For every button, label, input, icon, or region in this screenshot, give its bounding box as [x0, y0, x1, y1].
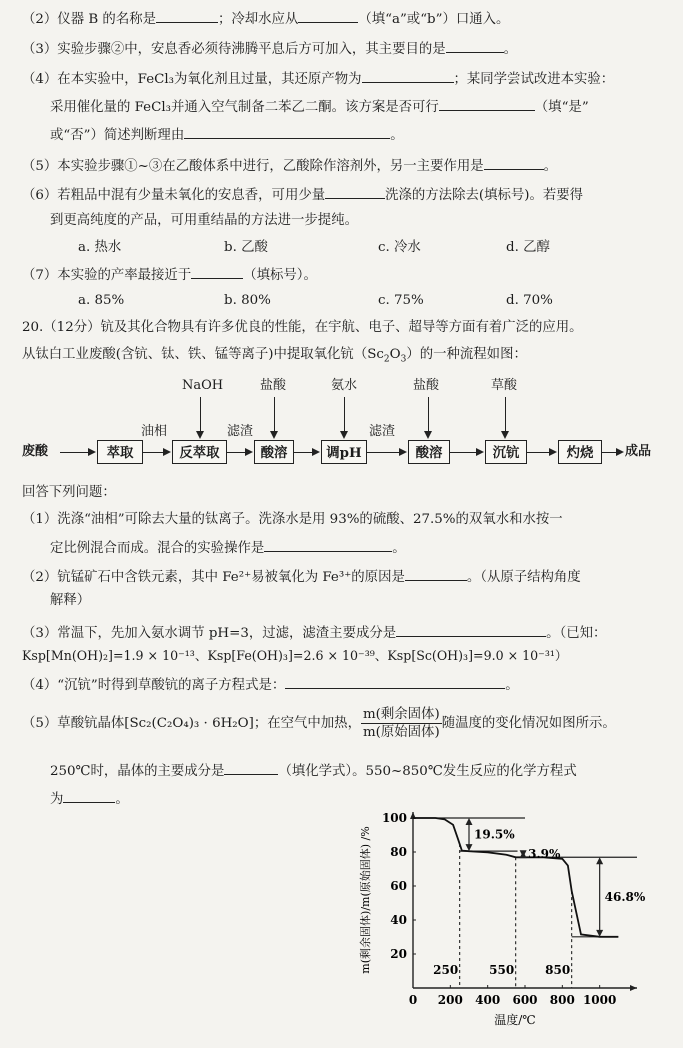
- flow-arrow: [344, 397, 345, 431]
- blank: [298, 8, 358, 23]
- q20-5-text-a: （5）草酸钪晶体[Sc₂(C₂O₄)₃ · 6H₂O]；在空气中加热，: [22, 716, 361, 731]
- q19-item-6-line2: 到更高纯度的产品，可用重结晶的方法进一步提纯。: [50, 213, 358, 228]
- q20-item-5-line2: [50, 760, 577, 782]
- x-tick-label: 800: [549, 993, 575, 1007]
- q19-3-text-a: （3）实验步骤②中，安息香必须待沸腾平息后方可加入，其主要目的是: [22, 42, 446, 57]
- q19-6-text-b: 洗涤的方法除去(填标号)。若要得: [385, 188, 584, 203]
- blank: [396, 622, 546, 637]
- q19-2-text-c: （填“a”或“b”）口通入。: [358, 12, 510, 27]
- annotation-label: 19.5%: [474, 827, 515, 842]
- q19-item-4-line3: [50, 124, 404, 146]
- flow-box-acid-dissolve-2: 酸溶: [408, 440, 450, 464]
- q20-intro-line1: 20.（12分）钪及其化合物具有许多优良的性能，在宇航、电子、超导等方面有着广泛的应用。: [22, 320, 583, 335]
- blank: [362, 68, 454, 83]
- q19-item-4-line1: [22, 68, 614, 90]
- q20-item-1-line2: [50, 537, 406, 559]
- mass-ratio-fraction: [361, 706, 442, 741]
- flow-arrowhead: [340, 431, 348, 439]
- q19-item-3: [22, 38, 517, 60]
- flow-box-adjust-ph: 调pH: [321, 440, 367, 464]
- flow-reagent-ammonia: 氨水: [331, 378, 358, 393]
- q19-6-option-d: d. 乙醇: [506, 240, 550, 255]
- blank: [156, 8, 218, 23]
- q20-item-4: [22, 674, 519, 696]
- flow-arrowhead: [270, 431, 278, 439]
- flow-arrowhead: [616, 448, 624, 456]
- y-axis-label: m(剩余固体)/m(原始固体) /%: [359, 826, 372, 974]
- dashed-marker-label: 850: [545, 963, 571, 977]
- blank: [184, 124, 390, 139]
- flow-arrowhead: [312, 448, 320, 456]
- flow-arrow: [227, 452, 247, 453]
- blank: [264, 537, 392, 552]
- x-tick-label: 600: [512, 993, 538, 1007]
- blank: [325, 184, 385, 199]
- flow-reagent-oxalic-acid: 草酸: [491, 378, 518, 393]
- q19-4-text-f: 。: [390, 128, 404, 143]
- flow-link-residue-2: 滤渣: [369, 424, 396, 439]
- blank: [224, 760, 278, 775]
- flow-end-label: 成品: [625, 444, 652, 459]
- annotation-label: 46.8%: [604, 890, 645, 905]
- flow-arrow: [200, 397, 201, 431]
- q19-6-text-a: （6）若粗品中混有少量未氧化的安息香，可用少量: [22, 188, 326, 203]
- q20-5-text-c: 250℃时，晶体的主要成分是: [50, 764, 225, 779]
- q19-7-text-b: （填标号）。: [243, 268, 317, 283]
- flow-arrowhead: [196, 431, 204, 439]
- q19-2-text-a: （2）仪器 B 的名称是: [22, 12, 156, 27]
- y-tick-label: 80: [390, 845, 407, 859]
- flow-arrowhead: [399, 448, 407, 456]
- flow-box-extraction: 萃取: [97, 440, 143, 464]
- q19-7-option-d: d. 70%: [506, 293, 553, 308]
- q19-2-text-b: ；冷却水应从: [218, 12, 299, 27]
- thermogravimetric-chart: [355, 800, 645, 1040]
- q19-6-option-a: a. 热水: [78, 240, 122, 255]
- q20-5-text-d: （填化学式）。550~850℃发生反应的化学方程式: [278, 764, 577, 779]
- blank: [285, 674, 505, 689]
- flow-box-precipitate-sc: 沉钪: [485, 440, 527, 464]
- y-tick-label: 20: [390, 947, 407, 961]
- x-tick-label: 1000: [582, 993, 617, 1007]
- q20-4-text-a: （4）“沉钪”时得到草酸钪的离子方程式是：: [22, 678, 286, 693]
- flow-reagent-naoh: NaOH: [182, 378, 224, 393]
- q19-7-option-a: a. 85%: [78, 293, 125, 308]
- q19-7-text-a: （7）本实验的产率最接近于: [22, 268, 192, 283]
- q19-6-option-b: b. 乙酸: [224, 240, 268, 255]
- flow-arrowhead: [424, 431, 432, 439]
- answer-header: 回答下列问题：: [22, 485, 116, 500]
- dashed-marker-label: 550: [489, 963, 515, 977]
- flow-arrow: [428, 397, 429, 431]
- q20-1-text-b: 。: [392, 541, 406, 556]
- q20-item-3-line1: [22, 622, 606, 644]
- flow-arrowhead: [163, 448, 171, 456]
- q19-item-6-line1: [22, 184, 583, 206]
- q20-3-text-b: 。（已知：: [546, 626, 607, 641]
- q20-item-1-line1: （1）洗涤“油相”可除去大量的钛离子。洗涤水是用 93%的硫酸、27.5%的双氧水和水按一: [22, 512, 563, 527]
- flow-arrowhead: [245, 448, 253, 456]
- flow-arrow: [294, 452, 314, 453]
- q20-1-text-a: 定比例混合而成。混合的实验操作是: [50, 541, 265, 556]
- q20-intro-sub2: 3: [400, 354, 407, 365]
- q19-item-4-line2: [50, 96, 589, 118]
- y-tick-label: 100: [381, 811, 407, 825]
- flow-arrow: [505, 397, 506, 431]
- q19-5-text-b: 。: [543, 159, 558, 174]
- flow-arrowhead: [88, 448, 96, 456]
- blank: [446, 38, 504, 53]
- q20-5-text-b: 随温度的变化情况如图所示。: [441, 716, 616, 731]
- q20-item-2-line1: [22, 566, 581, 588]
- q20-5-text-e: 为: [50, 792, 64, 807]
- q19-6-option-c: c. 冷水: [378, 240, 421, 255]
- q19-item-5: [22, 155, 557, 177]
- x-tick-label: 200: [437, 993, 463, 1007]
- q20-4-text-b: 。: [505, 678, 519, 693]
- annotation-arrowhead: [596, 857, 603, 864]
- q20-intro-text-b: ）的一种流程如图：: [406, 347, 527, 362]
- q19-4-text-c: 采用催化量的 FeCl₃并通入空气制备二苯乙二酮。该方案是否可行: [50, 100, 439, 115]
- flow-arrow: [527, 452, 551, 453]
- flow-arrowhead: [476, 448, 484, 456]
- q19-4-text-a: （4）在本实验中，FeCl₃为氧化剂且过量，其还原产物为: [22, 72, 362, 87]
- q19-7-option-b: b. 80%: [224, 293, 271, 308]
- x-tick-label: 0: [408, 993, 418, 1007]
- flow-link-oil-phase: 油相: [141, 424, 168, 439]
- q20-item-5-line3: [50, 788, 129, 810]
- q19-item-7: [22, 264, 317, 286]
- fraction-numerator: m(剩余固体): [362, 707, 440, 722]
- q19-5-text-a: （5）本实验步骤①~③在乙酸体系中进行，乙酸除作溶剂外，另一主要作用是: [22, 159, 484, 174]
- q20-item-5-line1: [22, 700, 616, 748]
- q20-item-3-line2: Ksp[Mn(OH)₂]=1.9 × 10⁻¹³、Ksp[Fe(OH)₃]=2.6 × 10⁻³⁹、Ksp[Sc(OH)₃]=9.0 × 10⁻³¹）: [22, 648, 568, 663]
- flow-reagent-hcl-1: 盐酸: [260, 378, 287, 393]
- x-tick-label: 400: [475, 993, 501, 1007]
- q19-7-option-c: c. 75%: [378, 293, 424, 308]
- q20-intro-sub1: 2: [383, 354, 390, 365]
- x-axis-label: 温度/℃: [494, 1013, 536, 1027]
- blank: [405, 566, 467, 581]
- q20-5-text-f: 。: [115, 792, 129, 807]
- fraction-denominator: m(原始固体): [362, 725, 440, 740]
- q19-4-text-b: ；某同学尝试改进本实验：: [453, 72, 615, 87]
- q20-2-text-b: 。（从原子结构角度: [466, 570, 581, 585]
- annotation-label: 3.9%: [528, 847, 561, 862]
- dashed-marker-label: 250: [433, 963, 459, 977]
- flow-box-calcination: 灼烧: [558, 440, 602, 464]
- q20-2-text-a: （2）钪锰矿石中含铁元素，其中 Fe²⁺易被氧化为 Fe³⁺的原因是: [22, 570, 405, 585]
- q20-intro-text-a: 从钛白工业废酸(含钪、钛、铁、锰等离子)中提取氧化钪（Sc: [22, 347, 384, 362]
- flow-start-label: 废酸: [22, 444, 49, 459]
- flow-box-acid-dissolve-1: 酸溶: [254, 440, 294, 464]
- blank: [191, 264, 243, 279]
- q19-4-text-d: （填“是”: [534, 100, 589, 115]
- flow-link-residue-1: 滤渣: [227, 424, 254, 439]
- flow-arrow: [60, 452, 90, 453]
- q19-3-text-b: 。: [503, 42, 518, 57]
- q19-item-2: [22, 8, 509, 30]
- q20-3-text-a: （3）常温下，先加入氨水调节 pH=3，过滤，滤渣主要成分是: [22, 626, 397, 641]
- flow-arrow: [450, 452, 478, 453]
- flow-reagent-hcl-2: 盐酸: [413, 378, 440, 393]
- blank: [484, 155, 544, 170]
- flow-arrow: [367, 452, 401, 453]
- blank: [63, 788, 115, 803]
- flow-arrowhead: [501, 431, 509, 439]
- annotation-arrowhead: [466, 818, 473, 825]
- y-tick-label: 40: [390, 913, 407, 927]
- q20-intro-mid: O: [389, 347, 401, 362]
- flow-arrowhead: [549, 448, 557, 456]
- flow-arrow: [143, 452, 165, 453]
- flow-arrow: [274, 397, 275, 431]
- q19-4-text-e: 或“否”）简述判断理由: [50, 128, 185, 143]
- y-tick-label: 60: [390, 879, 407, 893]
- q20-intro-line2: [22, 345, 527, 370]
- blank: [439, 96, 535, 111]
- flow-box-back-extraction: 反萃取: [172, 440, 227, 464]
- x-axis-arrowhead: [630, 985, 637, 991]
- q20-item-2-line2: 解释）: [50, 593, 91, 608]
